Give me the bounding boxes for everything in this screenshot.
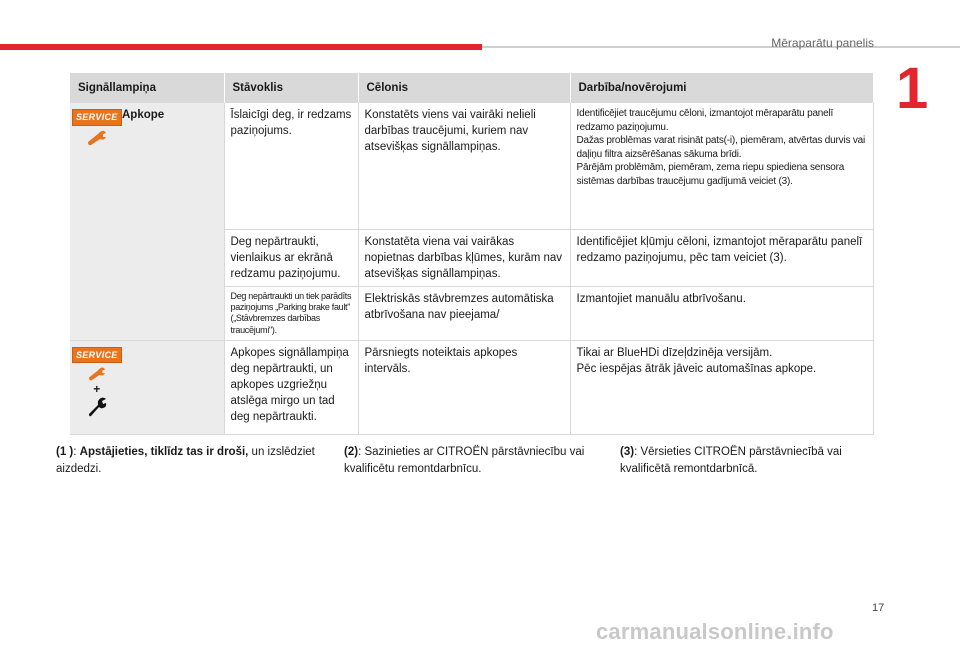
cause-cell: Konstatēts viens vai vairāki nelieli darbības traucējumi, kuriem nav atsevišķas signāllampiņas.	[358, 103, 570, 229]
service-warning-icon: SERVICE +	[72, 347, 122, 424]
table-row	[70, 340, 873, 434]
wrench-orange-icon	[86, 366, 108, 382]
table-row	[70, 103, 873, 229]
footnote-2	[344, 444, 612, 477]
lamp-name-empty	[116, 340, 224, 434]
header-red-bar	[0, 44, 482, 50]
action-line: Pārējām problēmām, piemēram, zema riepu spiediena sensora sistēmas darbības traucējumu gadījumā veiciet (3).	[576, 162, 845, 187]
cause-cell: Pārsniegts noteiktais apkopes intervāls.	[358, 340, 570, 434]
action-line: Pēc iespējas ātrāk jāveic automašīnas apkope.	[576, 362, 817, 375]
action-cell: Izmantojiet manuālu atbrīvošanu.	[570, 286, 873, 340]
footnote-2-ref: (2)	[344, 446, 359, 458]
footnote-1: (1 ): Apstājieties, tiklīdz tas ir droši, un izslēdziet aizdedzi.	[56, 446, 315, 475]
action-cell: Identificējiet kļūmju cēloni, izmantojot mēraparātu panelī redzamo paziņojumu, pēc tam veiciet (3).	[570, 229, 873, 286]
service-warning-icon: SERVICE	[72, 109, 122, 147]
action-line: Identificējiet traucējumu cēloni, izmantojot mēraparātu panelī redzamo paziņojumu.	[576, 108, 834, 133]
header-divider	[482, 46, 960, 48]
cause-cell: Elektriskās stāvbremzes automātiska atbrīvošana nav pieejama/	[358, 286, 570, 340]
action-line: Dažas problēmas varat risināt pats(-i), piemēram, atvērtas durvis vai daļiņu filtra aizsērēšanas sākuma brīdi.	[576, 135, 866, 160]
warning-lamp-table	[70, 73, 874, 435]
service-maintenance-lamp-cell	[70, 340, 116, 434]
footnote-2-text: : Sazinieties ar CITROËN pārstāvniecību vai kvalificētu remontdarbnīcu.	[344, 446, 585, 475]
lamp-name: Apkope	[116, 103, 224, 340]
section-title: Mēraparātu panelis	[771, 36, 874, 50]
service-lamp-cell	[70, 103, 116, 340]
col-header-action: Darbība/novērojumi	[570, 73, 873, 103]
action-cell	[570, 340, 873, 434]
state-cell: Īslaicīgi deg, ir redzams paziņojums.	[224, 103, 358, 229]
footnote-3-text: : Vērsieties CITROËN pārstāvniecībā vai kvalificētā remontdarbnīcā.	[620, 446, 842, 475]
page-number: 17	[872, 602, 885, 614]
plus-icon: +	[93, 382, 101, 397]
wrench-black-icon	[86, 396, 108, 418]
table-header-row	[70, 73, 873, 103]
state-cell: Apkopes signāllampiņa deg nepārtraukti, un apkopes uzgriežņu atslēga mirgo un tad deg nepārtraukti.	[224, 340, 358, 434]
action-line: Tikai ar BlueHDi dīzeļdzinēja versijām.	[576, 346, 773, 359]
state-cell: Deg nepārtraukti, vienlaikus ar ekrānā redzamu paziņojumu.	[224, 229, 358, 286]
watermark: carmanualsonline.info	[596, 619, 834, 644]
footnote-1-text: un izslēdziet aizdedzi.	[56, 446, 315, 475]
chapter-number: 1	[896, 56, 929, 121]
col-header-state: Stāvoklis	[224, 73, 358, 103]
state-cell: Deg nepārtraukti un tiek parādīts paziņojums „Parking brake fault" („Stāvbremzes darbības traucējumi").	[224, 286, 358, 340]
action-cell	[570, 103, 873, 229]
col-header-cause: Cēlonis	[358, 73, 570, 103]
col-header-lamp: Signāllampiņa	[70, 73, 224, 103]
cause-cell: Konstatēta viena vai vairākas nopietnas darbības kļūmes, kurām nav atsevišķas signāllampiņas.	[358, 229, 570, 286]
footnote-3-ref: (3)	[620, 446, 635, 458]
footnote-3	[620, 444, 880, 477]
wrench-icon	[86, 129, 108, 147]
footnote-1-bold: Apstājieties, tiklīdz tas ir droši,	[79, 446, 249, 458]
footnote-1-ref: (1 )	[56, 446, 74, 458]
